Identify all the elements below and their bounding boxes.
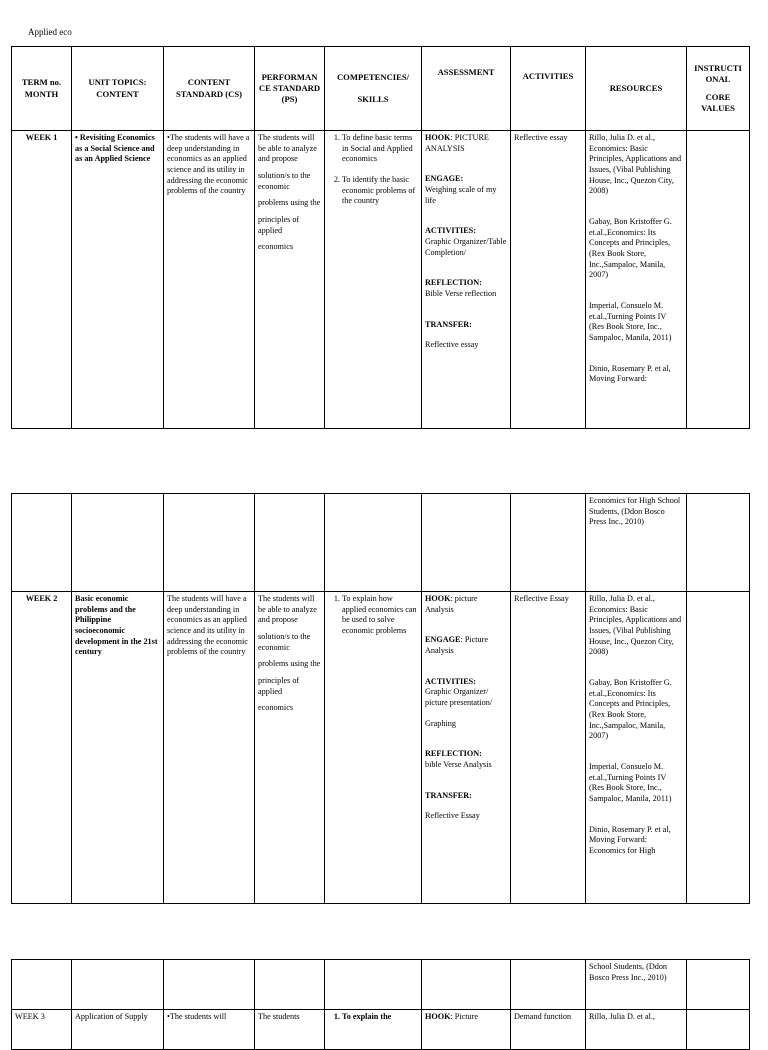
- perf-line: solution/s to the economic: [258, 170, 311, 191]
- week-1-competencies: [325, 131, 422, 429]
- week-3-content-standard: •The students will: [164, 1010, 255, 1050]
- competency-item: 1. To explain the: [342, 1012, 418, 1023]
- week-2-term: WEEK 2: [12, 592, 72, 904]
- perf-line: principles of applied: [258, 675, 300, 696]
- activities-label: ACTIVITIES: [425, 676, 474, 686]
- resource-item: Rillo, Julia D. et al., Economics: Basic Principles, Applications and Issues, (Vibal Publishing House, Inc., Quezon City, 2008): [589, 133, 682, 196]
- competency-list: [328, 133, 418, 207]
- week-3-row: [12, 1010, 750, 1050]
- header-row: [12, 47, 750, 131]
- week-1-content-standard: •The students will have a deep understanding in economics as an applied science and its utility in addressing the economic problems of the country: [164, 131, 255, 429]
- lesson-plan-table-1: [11, 46, 750, 429]
- hook-text: : PICTURE ANALYSIS: [425, 133, 489, 153]
- week-3-competencies: [325, 1010, 422, 1050]
- transfer-text: Reflective essay: [425, 340, 479, 350]
- header-core-values-line2: CORE VALUES: [701, 91, 735, 113]
- resource-item: Imperial, Consuelo M. et.al.,Turning Points IV (Res Book Store, Inc., Sampaloc, Manila, 2011): [589, 761, 672, 803]
- perf-line: economics: [258, 242, 294, 252]
- week-1-resources: [586, 131, 687, 429]
- week-2-assessment: HOOK: picture Analysis ENGAGE: Picture Analysis ACTIVITIES: Graphic Organizer/ picture presentation/ Graphing REFLECTION: bible Verse Analysis TRANSFER: Reflective Essay: [422, 592, 511, 904]
- transfer-label: TRANSFER: [425, 790, 470, 800]
- engage-label: ENGAGE: [425, 174, 461, 184]
- week-2-competencies: [325, 592, 422, 904]
- week-2-resources: [586, 592, 687, 904]
- engage-text: Weighing scale of my life: [425, 184, 497, 205]
- week-3-resources: Rillo, Julia D. et al.,: [586, 1010, 687, 1050]
- hook-label: HOOK: [425, 1012, 451, 1021]
- header-term: TERM no. MONTH: [12, 47, 72, 131]
- activities-text-2: Graphing: [425, 718, 456, 728]
- resource-continuation: School Students, (Ddon Bosco Press Inc., 2010): [586, 960, 687, 1010]
- engage-text: : Picture Analysis: [425, 635, 489, 655]
- reflection-text: Bible Verse reflection: [425, 288, 497, 298]
- hook-text: : picture Analysis: [425, 594, 478, 614]
- week-3-unit: Application of Supply: [72, 1010, 164, 1050]
- continuation-row: [12, 494, 750, 592]
- reflection-label: REFLECTION: [425, 749, 480, 759]
- header-assessment: ASSESSMENT: [422, 47, 511, 131]
- perf-line: problems using the: [258, 659, 321, 669]
- week-2-unit: Basic economic problems and the Philippine socioeconomic development in the 21st century: [72, 592, 164, 904]
- week-1-activities: Reflective essay: [511, 131, 586, 429]
- reflection-label: REFLECTION: [425, 278, 480, 288]
- activities-text: Graphic Organizer/Table Completion/: [425, 236, 507, 257]
- resource-item: Imperial, Consuelo M. et.al.,Turning Points IV (Res Book Store, Inc., Sampaloc, Manila, 2011): [589, 300, 672, 342]
- perf-line: problems using the: [258, 198, 321, 208]
- week-1-performance-standard: [255, 131, 325, 429]
- week-2-content-standard: The students will have a deep understanding in economics as an applied science and its utility in addressing the economic problems of the country: [164, 592, 255, 904]
- competency-list: [328, 1012, 418, 1023]
- perf-line: solution/s to the economic: [258, 631, 311, 652]
- perf-line: economics: [258, 703, 294, 713]
- activities-label: ACTIVITIES: [425, 226, 474, 236]
- perf-line: The students will be able to analyze and propose: [258, 133, 317, 164]
- week-2-performance-standard: [255, 592, 325, 904]
- header-unit: UNIT TOPICS: CONTENT: [72, 47, 164, 131]
- header-competencies-line1: COMPETENCIES/: [336, 72, 410, 83]
- transfer-text: Reflective Essay: [425, 811, 480, 821]
- resource-item: Dinio, Rosemary P. et al, Moving Forward:: [589, 363, 671, 384]
- header-competencies: [325, 47, 422, 131]
- engage-label: ENGAGE: [425, 635, 461, 645]
- resource-item: Gabay, Bon Kristoffer G. et.al.,Economics: Its Concepts and Principles, (Rex Book Store, Inc.,Sampaloc, Manila, 2007): [589, 216, 672, 280]
- header-core-values-line1: INSTRUCTI ONAL: [694, 63, 742, 85]
- continuation-row: [12, 960, 750, 1010]
- week-1-core-values: [687, 131, 750, 429]
- week-3-assessment: [422, 1010, 511, 1050]
- week-2-activities: Reflective Essay: [511, 592, 586, 904]
- week-3-performance-standard: The students: [255, 1010, 325, 1050]
- header-competencies-line2: SKILLS: [357, 93, 389, 104]
- resource-item: Rillo, Julia D. et al., Economics: Basic Principles, Applications and Issues, (Vibal Publishing House, Inc., Quezon City, 2008): [589, 594, 682, 657]
- lesson-plan-table-3: [11, 959, 750, 1050]
- header-content-standard: CONTENT STANDARD (CS): [164, 47, 255, 131]
- resource-continuation: Economics for High School Students, (Ddon Bosco Press Inc., 2010): [586, 494, 687, 592]
- header-performance-standard: PERFORMAN CE STANDARD (PS): [255, 47, 325, 131]
- resource-item: Dinio, Rosemary P. et al, Moving Forward: Economics for High: [589, 824, 671, 855]
- transfer-label: TRANSFER: [425, 319, 470, 329]
- week-3-core-values: [687, 1010, 750, 1050]
- week-1-term: WEEK 1: [12, 131, 72, 429]
- document-title: Applied eco: [28, 27, 72, 37]
- week-2-row: [12, 592, 750, 904]
- week-1-assessment: HOOK: PICTURE ANALYSIS ENGAGE: Weighing scale of my life ACTIVITIES: Graphic Organizer/Table Completion/ REFLECTION: Bible Verse reflection TRANSFER: Reflective essay: [422, 131, 511, 429]
- week-1-unit: • Revisiting Economics as a Social Science and as an Applied Science: [72, 131, 164, 429]
- resource-item: Gabay, Bon Kristoffer G. et.al.,Economics: Its Concepts and Principles, (Rex Book Store, Inc.,Sampaloc, Manila, 2007): [589, 677, 672, 741]
- header-activities: ACTIVITIES: [511, 47, 586, 131]
- hook-label: HOOK: [425, 594, 451, 603]
- reflection-text: bible Verse Analysis: [425, 759, 492, 769]
- week-1-row: [12, 131, 750, 429]
- activities-text: Graphic Organizer/ picture presentation/: [425, 687, 493, 707]
- competency-list: [328, 594, 418, 637]
- competency-item: 1. To explain how applied economics can be used to solve economic problems: [342, 594, 418, 637]
- perf-line: The students will be able to analyze and propose: [258, 594, 317, 625]
- week-3-activities: Demand function: [511, 1010, 586, 1050]
- hook-text: : Picture: [450, 1012, 478, 1021]
- week-3-term: WEEK 3: [12, 1010, 72, 1050]
- header-resources: RESOURCES: [586, 47, 687, 131]
- perf-line: principles of applied: [258, 214, 300, 235]
- lesson-plan-table-2: [11, 493, 750, 904]
- week-2-core-values: [687, 592, 750, 904]
- hook-label: HOOK: [425, 133, 451, 142]
- header-core-values: [687, 47, 750, 131]
- competency-item: 1. To define basic terms in Social and Applied economics: [342, 133, 418, 165]
- competency-item: 2. To identify the basic economic problems of the country: [342, 175, 418, 207]
